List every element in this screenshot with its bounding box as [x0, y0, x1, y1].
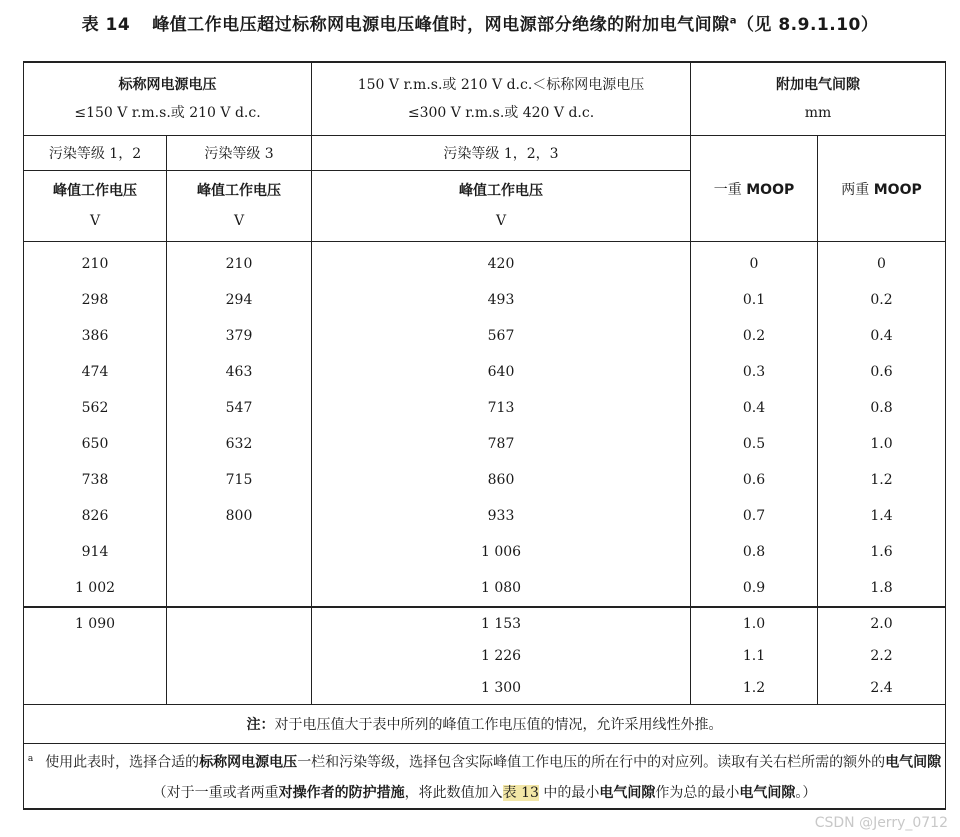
table-cell: 632	[167, 426, 312, 462]
double-moop-prefix: 两重	[841, 181, 874, 198]
table-cell: 1 300	[312, 672, 691, 705]
table-cell: 0.8	[691, 534, 818, 570]
fn-text-1: 使用此表时，选择合适的	[45, 754, 200, 771]
table-row	[24, 242, 946, 283]
footnote-row	[24, 744, 946, 809]
clearance-table	[23, 61, 946, 810]
table-cell	[24, 640, 167, 672]
header-double-moop	[818, 136, 946, 242]
table-cell: 0.8	[818, 390, 946, 426]
table-row	[24, 318, 946, 354]
title-footnote-mark: a	[729, 15, 737, 27]
single-moop-label: MOOP	[746, 181, 795, 198]
table-row	[24, 672, 946, 705]
table-row	[24, 282, 946, 318]
note-cell	[24, 705, 946, 744]
table-cell: 0.5	[691, 426, 818, 462]
table-body-main	[24, 242, 946, 608]
header-pollution-3: 污染等级 3	[167, 136, 312, 171]
note-text: 对于电压值大于表中所列的峰值工作电压值的情况，允许采用线性外推。	[274, 717, 723, 733]
table-cell: 1 080	[312, 570, 691, 607]
header-nominal-low-line1: 标称网电源电压	[118, 77, 217, 93]
fn-term-clearance-2: 电气间隙	[599, 784, 656, 801]
table-cell	[167, 640, 312, 672]
watermark: CSDN @Jerry_0712	[814, 815, 948, 831]
fn-text-7: 。）	[795, 784, 817, 801]
table-row	[24, 390, 946, 426]
table-cell: 493	[312, 282, 691, 318]
table-cell: 562	[24, 390, 167, 426]
table-cell: 547	[167, 390, 312, 426]
table-cell: 800	[167, 498, 312, 534]
table-row	[24, 354, 946, 390]
table-cell: 2.4	[818, 672, 946, 705]
fn-text-5: 中的最小	[538, 784, 600, 801]
header-pollution-123: 污染等级 1，2，3	[312, 136, 691, 171]
table-cell: 2.0	[818, 607, 946, 640]
fn-term-nominal: 标称网电源电压	[199, 754, 298, 771]
table-cell: 787	[312, 426, 691, 462]
table-cell: 2.2	[818, 640, 946, 672]
table-cell: 1 002	[24, 570, 167, 607]
table-cell: 0.7	[691, 498, 818, 534]
table-row	[24, 534, 946, 570]
footnote-cell	[24, 744, 946, 809]
header-peak-col3	[312, 171, 691, 242]
table-cell: 715	[167, 462, 312, 498]
fn-term-operator-protection: 对操作者的防护措施	[278, 784, 405, 801]
table-cell: 1 153	[312, 607, 691, 640]
title-reference: （见 8.9.1.10）	[736, 15, 879, 35]
header-row-pollution	[24, 136, 946, 171]
table-cell: 1.2	[691, 672, 818, 705]
table-row	[24, 498, 946, 534]
header-single-moop	[691, 136, 818, 242]
header-pollution-12: 污染等级 1，2	[24, 136, 167, 171]
header-peak-col2	[167, 171, 312, 242]
table-cell: 0.6	[691, 462, 818, 498]
table-cell: 1.2	[818, 462, 946, 498]
header-nominal-low-line2: ≤150 V r.m.s.或 210 V d.c.	[74, 105, 261, 121]
table-cell: 474	[24, 354, 167, 390]
table-cell: 860	[312, 462, 691, 498]
table-cell: 386	[24, 318, 167, 354]
table-title	[0, 10, 960, 35]
header-additional-clearance	[691, 62, 946, 136]
table-cell	[167, 607, 312, 640]
table-cell: 1 006	[312, 534, 691, 570]
peak-label-1: 峰值工作电压	[53, 183, 137, 199]
header-nominal-high-line1: 150 V r.m.s.或 210 V d.c.＜标称网电源电压	[357, 77, 645, 93]
fn-text-2: 一栏和污染等级，选择包含实际峰值工作电压的所在行中的对应列。读取有关右栏所需的额外的	[297, 754, 886, 771]
single-moop-prefix: 一重	[713, 181, 747, 198]
table-cell: 933	[312, 498, 691, 534]
unit-v-1: V	[89, 213, 101, 229]
double-moop-label: MOOP	[873, 181, 922, 198]
header-clearance-line1: 附加电气间隙	[776, 77, 861, 93]
fn-text-6: 作为总的最小	[655, 784, 740, 801]
header-row-voltage	[24, 62, 946, 136]
unit-v-2: V	[233, 213, 245, 229]
table-cell: 1.0	[818, 426, 946, 462]
table-row	[24, 462, 946, 498]
footnote-mark: a	[27, 754, 34, 764]
table-cell: 294	[167, 282, 312, 318]
table-cell: 1.0	[691, 607, 818, 640]
table-cell: 1 226	[312, 640, 691, 672]
table-cell: 826	[24, 498, 167, 534]
table-cell: 650	[24, 426, 167, 462]
table-number: 表 14	[81, 15, 131, 35]
table-cell: 0.3	[691, 354, 818, 390]
table-cell: 379	[167, 318, 312, 354]
unit-v-3: V	[495, 213, 507, 229]
table-cell: 1.1	[691, 640, 818, 672]
table-cell	[167, 534, 312, 570]
table-cell: 1.4	[818, 498, 946, 534]
table-cell: 0.4	[818, 318, 946, 354]
table-cell: 640	[312, 354, 691, 390]
fn-term-clearance-3: 电气间隙	[739, 784, 796, 801]
table-cell: 0.4	[691, 390, 818, 426]
table-cell: 0.2	[691, 318, 818, 354]
table-cell: 0.1	[691, 282, 818, 318]
table-cell: 463	[167, 354, 312, 390]
table-cell	[24, 672, 167, 705]
table-cell: 713	[312, 390, 691, 426]
header-nominal-low	[24, 62, 312, 136]
table-row	[24, 607, 946, 640]
fn-link-table13[interactable]: 表 13	[502, 784, 539, 801]
table-cell: 420	[312, 242, 691, 283]
table-cell: 210	[167, 242, 312, 283]
table-cell: 738	[24, 462, 167, 498]
table-title-text: 峰值工作电压超过标称网电源电压峰值时，网电源部分绝缘的附加电气间隙	[152, 15, 730, 35]
table-cell: 0.9	[691, 570, 818, 607]
header-nominal-high	[312, 62, 691, 136]
table-cell: 0.6	[818, 354, 946, 390]
fn-term-clearance-1: 电气间隙	[885, 754, 942, 771]
header-peak-col1	[24, 171, 167, 242]
table-cell: 914	[24, 534, 167, 570]
note-row	[24, 705, 946, 744]
table-cell: 0	[691, 242, 818, 283]
fn-text-4: ，将此数值加入	[404, 784, 503, 801]
table-cell: 1.8	[818, 570, 946, 607]
table-row	[24, 640, 946, 672]
table-cell: 1 090	[24, 607, 167, 640]
table-row	[24, 570, 946, 607]
header-clearance-unit: mm	[804, 105, 832, 121]
peak-label-3: 峰值工作电压	[459, 183, 544, 199]
table-body-extended	[24, 607, 946, 705]
fn-text-3: （对于一重或者两重	[152, 784, 279, 801]
header-nominal-high-line2: ≤300 V r.m.s.或 420 V d.c.	[407, 105, 595, 121]
peak-label-2: 峰值工作电压	[197, 183, 281, 199]
table-cell: 0	[818, 242, 946, 283]
table-cell: 0.2	[818, 282, 946, 318]
table-cell	[167, 570, 312, 607]
table-cell: 298	[24, 282, 167, 318]
table-cell	[167, 672, 312, 705]
table-cell: 1.6	[818, 534, 946, 570]
note-label: 注：	[246, 717, 275, 733]
table-cell: 567	[312, 318, 691, 354]
table-row	[24, 426, 946, 462]
table-cell: 210	[24, 242, 167, 283]
